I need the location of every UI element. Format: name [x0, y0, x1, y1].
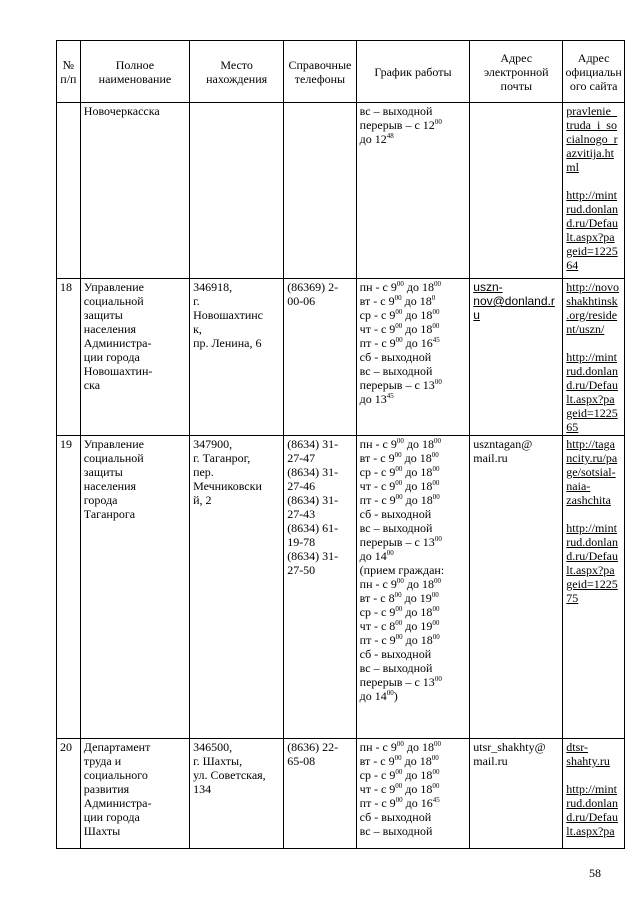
- website-link-line: d.ru/Defau: [566, 549, 618, 563]
- spacer: [566, 768, 621, 782]
- offices-table: [56, 40, 625, 849]
- website-link-line: dtsr-: [566, 740, 589, 754]
- schedule-line: чт - с $9^{00}$ до $18^{00}$: [359, 322, 440, 336]
- cell-name: [80, 739, 189, 849]
- phone-line: (8636) 22-: [287, 740, 339, 754]
- website-link-line: shakhtinsk: [566, 294, 618, 308]
- address-line: пр. Ленина, 6: [193, 336, 262, 350]
- phone-line: (8634) 31-: [287, 465, 339, 479]
- address-line: к,: [193, 322, 202, 336]
- cell-location: [190, 103, 284, 279]
- phone-line: 27-50: [287, 563, 316, 577]
- email-line: uszn-: [473, 280, 503, 294]
- website-link-line: cialnogo_r: [566, 132, 618, 146]
- website-link-line: rud.donlan: [566, 202, 618, 216]
- name-line: защиты: [83, 465, 123, 479]
- table-row: [57, 739, 625, 849]
- phone-line: (8634) 31-: [287, 549, 339, 563]
- schedule-line: вс – выходной: [359, 104, 433, 118]
- schedule-line: пн - с $9^{00}$ до $18^{00}$: [359, 437, 441, 451]
- address-line: 134: [193, 782, 212, 796]
- cell-number: [57, 103, 81, 279]
- cell-phones: [284, 436, 356, 739]
- address-line: г. Шахты,: [193, 754, 243, 768]
- schedule-line: пн - с $9^{00}$ до $18^{00}$: [359, 577, 441, 591]
- spacer: [566, 336, 621, 350]
- email-line: mail.ru: [473, 451, 508, 465]
- address-line: пер.: [193, 465, 214, 479]
- website-link-line: rud.donlan: [566, 796, 618, 810]
- cell-name: Новочеркасска: [80, 103, 189, 279]
- cell-phones: [284, 739, 356, 849]
- address-line: 346918,: [193, 280, 233, 294]
- name-line: социальной: [83, 294, 144, 308]
- name-line: социального: [83, 768, 148, 782]
- schedule-line: перерыв – с $13^{00}$: [359, 535, 442, 549]
- website-link-line: rud.donlan: [566, 364, 618, 378]
- header-website: Адрес официального сайта: [563, 41, 625, 103]
- schedule-line: сб - выходной: [359, 810, 432, 824]
- name-line: социальной: [83, 451, 144, 465]
- website-link-line: 64: [566, 258, 579, 272]
- cell-number: 19: [57, 436, 81, 739]
- schedule-line: вт - с $9^{00}$ до $18^{00}$: [359, 754, 439, 768]
- phone-line: (8634) 31-: [287, 437, 339, 451]
- table-header-row: [57, 41, 625, 103]
- schedule-line: пт - с $9^{00}$ до $16^{45}$: [359, 336, 440, 350]
- phone-line: 27-47: [287, 451, 316, 465]
- phone-line: (86369) 2-: [287, 280, 339, 294]
- cell-location: [190, 279, 284, 436]
- name-line: Таганрога: [83, 507, 136, 521]
- cell-name: [80, 279, 189, 436]
- table-row: [57, 279, 625, 436]
- website-link-line: naia-: [566, 479, 591, 493]
- name-line: Шахты: [83, 824, 121, 838]
- website-link-line: lt.aspx?pa: [566, 392, 615, 406]
- cell-name: [80, 436, 189, 739]
- email-line: uszntagan@: [473, 437, 533, 451]
- cell-website[interactable]: [563, 436, 625, 739]
- name-line: Управление: [83, 280, 144, 294]
- cell-number: 18: [57, 279, 81, 436]
- schedule-line: вт - с $8^{00}$ до $19^{00}$: [359, 591, 439, 605]
- name-line: Администра-: [83, 796, 152, 810]
- schedule-line: пн - с $9^{00}$ до $18^{00}$: [359, 280, 441, 294]
- address-line: г. Таганрог,: [193, 451, 251, 465]
- header-number: № п/п: [57, 41, 81, 103]
- phone-line: (8634) 31-: [287, 493, 339, 507]
- schedule-line: чт - с $9^{00}$ до $18^{00}$: [359, 479, 440, 493]
- phone-line: (8634) 61-: [287, 521, 339, 535]
- phone-line: 19-78: [287, 535, 316, 549]
- email-line: nov@donland.ru: [473, 294, 555, 322]
- website-link-line: ge/sotsial-: [566, 465, 616, 479]
- schedule-line: вс – выходной: [359, 661, 433, 675]
- website-link-line: ml: [566, 160, 579, 174]
- address-line: Новошахтинс: [193, 308, 263, 322]
- schedule-line: пт - с $9^{00}$ до $18^{00}$: [359, 633, 440, 647]
- name-line: населения: [83, 322, 137, 336]
- website-link-line: d.ru/Defau: [566, 216, 618, 230]
- address-line: 347900,: [193, 437, 233, 451]
- website-link-line: http://novo: [566, 280, 619, 294]
- schedule-line: до $13^{45}$: [359, 392, 394, 406]
- cell-email[interactable]: [470, 279, 563, 436]
- website-link-line: http://taga: [566, 437, 615, 451]
- website-link-line: ncity.ru/pa: [566, 451, 618, 465]
- cell-schedule: [356, 279, 470, 436]
- schedule-line: ср - с $9^{00}$ до $18^{00}$: [359, 308, 440, 322]
- website-link-line: d.ru/Defau: [566, 810, 618, 824]
- schedule-line: перерыв – с $13^{00}$: [359, 378, 442, 392]
- website-link-line: truda_i_so: [566, 118, 617, 132]
- schedule-line: вт - с $9^{00}$ до $18^0$: [359, 294, 436, 308]
- website-link-line: http://mint: [566, 350, 617, 364]
- schedule-line: перерыв – с $12^{00}$: [359, 118, 442, 132]
- table-row-continuation: [57, 103, 625, 279]
- website-link-line: 65: [566, 420, 579, 434]
- spacer: [566, 507, 621, 521]
- cell-schedule: [356, 103, 470, 279]
- page-number: 58: [589, 866, 601, 880]
- name-line: защиты: [83, 308, 123, 322]
- schedule-line: ср - с $9^{00}$ до $18^{00}$: [359, 605, 440, 619]
- website-link-line: rud.donlan: [566, 535, 618, 549]
- website-link-line: lt.aspx?pa: [566, 230, 615, 244]
- schedule-line: вт - с $9^{00}$ до $18^{00}$: [359, 451, 439, 465]
- schedule-line: сб - выходной: [359, 350, 432, 364]
- header-email: Адрес электронной почты: [470, 41, 563, 103]
- schedule-line: сб - выходной: [359, 647, 432, 661]
- cell-website[interactable]: [563, 279, 625, 436]
- header-phones: Справочные телефоны: [284, 41, 356, 103]
- address-line: й, 2: [193, 493, 212, 507]
- website-link-line: d.ru/Defau: [566, 378, 618, 392]
- name-line: Администра-: [83, 336, 152, 350]
- schedule-line: до $14^{00}$): [359, 689, 398, 703]
- cell-schedule: [356, 739, 470, 849]
- cell-number: 20: [57, 739, 81, 849]
- table-row: [57, 436, 625, 739]
- schedule-line: вс – выходной: [359, 364, 433, 378]
- name-line: труда и: [83, 754, 122, 768]
- phone-line: 00-06: [287, 294, 316, 308]
- spacer: [566, 174, 621, 188]
- name-line: ска: [83, 378, 101, 392]
- website-link-line: shahty.ru: [566, 754, 610, 768]
- name-line: города: [83, 493, 118, 507]
- cell-phones: [284, 103, 356, 279]
- schedule-line: перерыв – с $13^{00}$: [359, 675, 442, 689]
- name-line: ции города: [83, 810, 140, 824]
- schedule-line: чт - с $8^{00}$ до $19^{00}$: [359, 619, 440, 633]
- schedule-line: ср - с $9^{00}$ до $18^{00}$: [359, 768, 440, 782]
- name-line: населения: [83, 479, 137, 493]
- address-line: 346500,: [193, 740, 233, 754]
- website-link-line: 75: [566, 591, 579, 605]
- email-line: mail.ru: [473, 754, 508, 768]
- name-line: развития: [83, 782, 130, 796]
- email-line: utsr_shakhty@: [473, 740, 546, 754]
- schedule-line: вс – выходной: [359, 824, 433, 838]
- schedule-line: (прием граждан:: [359, 563, 445, 577]
- cell-schedule: [356, 436, 470, 739]
- cell-website[interactable]: [563, 103, 625, 279]
- cell-website[interactable]: [563, 739, 625, 849]
- schedule-line: ср - с $9^{00}$ до $18^{00}$: [359, 465, 440, 479]
- schedule-line: вс – выходной: [359, 521, 433, 535]
- schedule-line: пт - с $9^{00}$ до $18^{00}$: [359, 493, 440, 507]
- website-link-line: zashchita: [566, 493, 611, 507]
- website-link-line: geid=1225: [566, 244, 618, 258]
- header-full-name: Полное наименование: [80, 41, 189, 103]
- phone-line: 65-08: [287, 754, 316, 768]
- website-link-line: http://mint: [566, 188, 617, 202]
- cell-location: [190, 436, 284, 739]
- header-location: Место нахождения: [190, 41, 284, 103]
- website-link-line: azvitija.ht: [566, 146, 614, 160]
- website-link-line: geid=1225: [566, 406, 618, 420]
- website-link-line: nt/uszn/: [566, 322, 605, 336]
- schedule-line: пн - с $9^{00}$ до $18^{00}$: [359, 740, 441, 754]
- name-line: Управление: [83, 437, 144, 451]
- address-line: г.: [193, 294, 200, 308]
- website-link-line: lt.aspx?pa: [566, 563, 615, 577]
- phone-line: 27-43: [287, 507, 316, 521]
- address-line: Мечниковски: [193, 479, 262, 493]
- website-link-line: http://mint: [566, 521, 617, 535]
- website-link-line: pravlenie_: [566, 104, 617, 118]
- schedule-line: сб - выходной: [359, 507, 432, 521]
- name-line: Новошахтин-: [83, 364, 153, 378]
- website-link-line: http://mint: [566, 782, 617, 796]
- website-link-line: .org/reside: [566, 308, 618, 322]
- schedule-line: до $12^{48}$: [359, 132, 394, 146]
- schedule-line: до $14^{00}$: [359, 549, 394, 563]
- header-schedule: График работы: [356, 41, 470, 103]
- phone-line: 27-46: [287, 479, 316, 493]
- name-line: ции города: [83, 350, 140, 364]
- cell-location: [190, 739, 284, 849]
- cell-email[interactable]: [470, 739, 563, 849]
- website-link-line: lt.aspx?pa: [566, 824, 615, 838]
- address-line: ул. Советская,: [193, 768, 266, 782]
- schedule-line: чт - с $9^{00}$ до $18^{00}$: [359, 782, 440, 796]
- name-line: Департамент: [83, 740, 151, 754]
- website-link-line: geid=1225: [566, 577, 618, 591]
- cell-phones: [284, 279, 356, 436]
- cell-email[interactable]: [470, 436, 563, 739]
- cell-email: [470, 103, 563, 279]
- schedule-line: пт - с $9^{00}$ до $16^{45}$: [359, 796, 440, 810]
